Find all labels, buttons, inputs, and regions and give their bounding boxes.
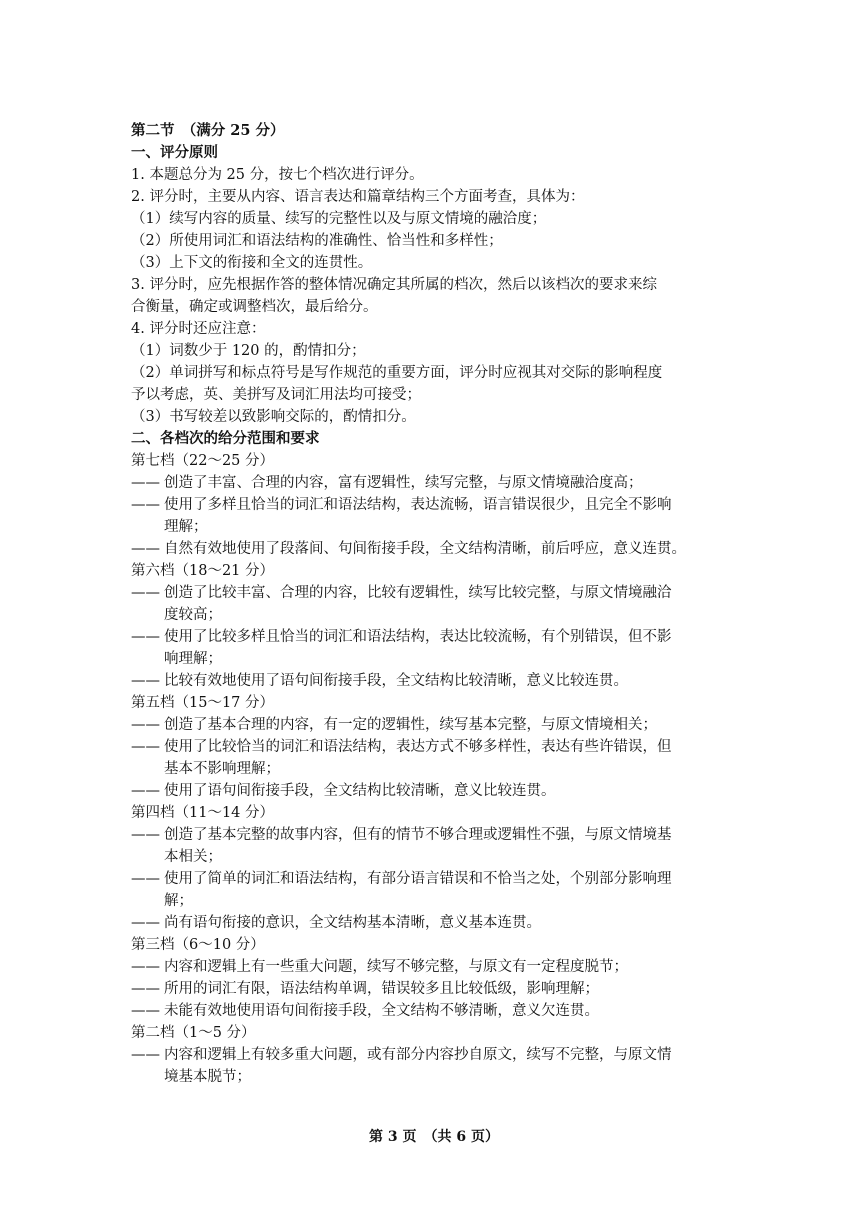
criterion-item xyxy=(131,824,731,846)
criterion-continuation: 基本不影响理解； xyxy=(164,761,280,777)
principle-line: （3）上下文的衔接和全文的连贯性。 xyxy=(131,255,373,271)
principle-line: 予以考虑，英、美拼写及词汇用法均可接受； xyxy=(131,387,421,403)
grade-level-block xyxy=(131,450,731,560)
principle-line: 3. 评分时，应先根据作答的整体情况确定其所属的档次，然后以该档次的要求来综 xyxy=(131,277,657,293)
criterion-text: 内容和逻辑上有一些重大问题，续写不够完整，与原文有一定程度脱节； xyxy=(164,959,628,975)
page-footer: 第 3 页 （共 6 页） xyxy=(369,1129,499,1145)
dash-marker: —— xyxy=(131,981,160,997)
principle-line: （2）所使用词汇和语法结构的准确性、恰当性和多样性； xyxy=(131,233,503,249)
dash-marker: —— xyxy=(131,1047,160,1063)
dash-marker: —— xyxy=(131,541,160,557)
grade-level-title: 第二档（1～5 分） xyxy=(131,1025,256,1041)
criterion-item xyxy=(131,1000,731,1022)
criterion-continuation: 解； xyxy=(164,893,193,909)
criterion-item xyxy=(131,912,731,934)
grade-level-title: 第三档（6～10 分） xyxy=(131,937,265,953)
grade-level-block xyxy=(131,802,731,934)
criterion-text: 使用了比较恰当的词汇和语法结构，表达方式不够多样性，表达有些许错误，但 xyxy=(164,739,672,755)
criterion-item xyxy=(131,1044,731,1066)
principle-line: （3）书写较差以致影响交际的，酌情扣分。 xyxy=(131,409,416,425)
criterion-item xyxy=(131,472,731,494)
criterion-continuation: 响理解； xyxy=(164,651,222,667)
criterion-continuation: 度较高； xyxy=(164,607,222,623)
principle-line: 1. 本题总分为 25 分，按七个档次进行评分。 xyxy=(131,167,424,183)
part2-heading: 二、各档次的给分范围和要求 xyxy=(131,430,320,447)
principle-line: （1）词数少于 120 的，酌情扣分； xyxy=(131,343,366,359)
grade-levels xyxy=(131,450,731,1088)
grade-level-block xyxy=(131,1022,731,1088)
criterion-text: 尚有语句衔接的意识，全文结构基本清晰，意义基本连贯。 xyxy=(164,915,541,931)
criterion-text: 创造了基本完整的故事内容，但有的情节不够合理或逻辑性不强，与原文情境基 xyxy=(164,827,672,843)
section-title: 第二节 （满分 25 分） xyxy=(131,122,285,139)
dash-marker: —— xyxy=(131,783,160,799)
grade-level-title: 第七档（22～25 分） xyxy=(131,453,275,469)
criterion-text: 创造了基本合理的内容，有一定的逻辑性，续写基本完整，与原文情境相关； xyxy=(164,717,657,733)
criterion-item xyxy=(131,494,731,516)
grade-level-title: 第六档（18～21 分） xyxy=(131,563,275,579)
dash-marker: —— xyxy=(131,717,160,733)
criterion-text: 使用了比较多样且恰当的词汇和语法结构，表达比较流畅，有个别错误，但不影 xyxy=(164,629,672,645)
criterion-text: 所用的词汇有限，语法结构单调，错误较多且比较低级，影响理解； xyxy=(164,981,599,997)
principle-line: （1）续写内容的质量、续写的完整性以及与原文情境的融洽度； xyxy=(131,211,547,227)
dash-marker: —— xyxy=(131,959,160,975)
criterion-item xyxy=(131,626,731,648)
criterion-item xyxy=(131,736,731,758)
criterion-item xyxy=(131,670,731,692)
dash-marker: —— xyxy=(131,739,160,755)
principle-line: 合衡量，确定或调整档次，最后给分。 xyxy=(131,299,378,315)
criterion-continuation: 境基本脱节； xyxy=(164,1069,251,1085)
criterion-item xyxy=(131,956,731,978)
criterion-text: 创造了丰富、合理的内容，富有逻辑性，续写完整，与原文情境融洽度高； xyxy=(164,475,643,491)
criterion-item xyxy=(131,538,731,560)
part1-heading: 一、评分原则 xyxy=(131,144,218,161)
criterion-item xyxy=(131,714,731,736)
dash-marker: —— xyxy=(131,475,160,491)
principle-line: （2）单词拼写和标点符号是写作规范的重要方面，评分时应视其对交际的影响程度 xyxy=(131,365,663,381)
criterion-item xyxy=(131,780,731,802)
criterion-text: 未能有效地使用语句间衔接手段，全文结构不够清晰，意义欠连贯。 xyxy=(164,1003,599,1019)
criterion-text: 内容和逻辑上有较多重大问题，或有部分内容抄自原文，续写不完整，与原文情 xyxy=(164,1047,672,1063)
criterion-text: 使用了多样且恰当的词汇和语法结构，表达流畅，语言错误很少，且完全不影响 xyxy=(164,497,672,513)
principle-line: 2. 评分时，主要从内容、语言表达和篇章结构三个方面考查，具体为： xyxy=(131,189,585,205)
criterion-text: 使用了简单的词汇和语法结构，有部分语言错误和不恰当之处，个别部分影响理 xyxy=(164,871,672,887)
criterion-item xyxy=(131,582,731,604)
criterion-text: 自然有效地使用了段落间、句间衔接手段，全文结构清晰，前后呼应，意义连贯。 xyxy=(164,541,686,557)
grade-level-block xyxy=(131,560,731,692)
criterion-text: 使用了语句间衔接手段，全文结构比较清晰，意义比较连贯。 xyxy=(164,783,556,799)
grade-level-block xyxy=(131,934,731,1022)
criterion-item xyxy=(131,978,731,1000)
criterion-item xyxy=(131,868,731,890)
dash-marker: —— xyxy=(131,871,160,887)
part1-lines xyxy=(131,164,731,428)
dash-marker: —— xyxy=(131,585,160,601)
dash-marker: —— xyxy=(131,915,160,931)
principle-line: 4. 评分时还应注意： xyxy=(131,321,266,337)
grade-level-title: 第五档（15～17 分） xyxy=(131,695,275,711)
dash-marker: —— xyxy=(131,629,160,645)
criterion-continuation: 本相关； xyxy=(164,849,222,865)
criterion-continuation: 理解； xyxy=(164,519,208,535)
dash-marker: —— xyxy=(131,1003,160,1019)
dash-marker: —— xyxy=(131,827,160,843)
grade-level-title: 第四档（11～14 分） xyxy=(131,805,275,821)
dash-marker: —— xyxy=(131,673,160,689)
dash-marker: —— xyxy=(131,497,160,513)
criterion-text: 创造了比较丰富、合理的内容，比较有逻辑性，续写比较完整，与原文情境融洽 xyxy=(164,585,672,601)
grade-level-block xyxy=(131,692,731,802)
criterion-text: 比较有效地使用了语句间衔接手段，全文结构比较清晰，意义比较连贯。 xyxy=(164,673,628,689)
page-content xyxy=(131,120,731,1088)
